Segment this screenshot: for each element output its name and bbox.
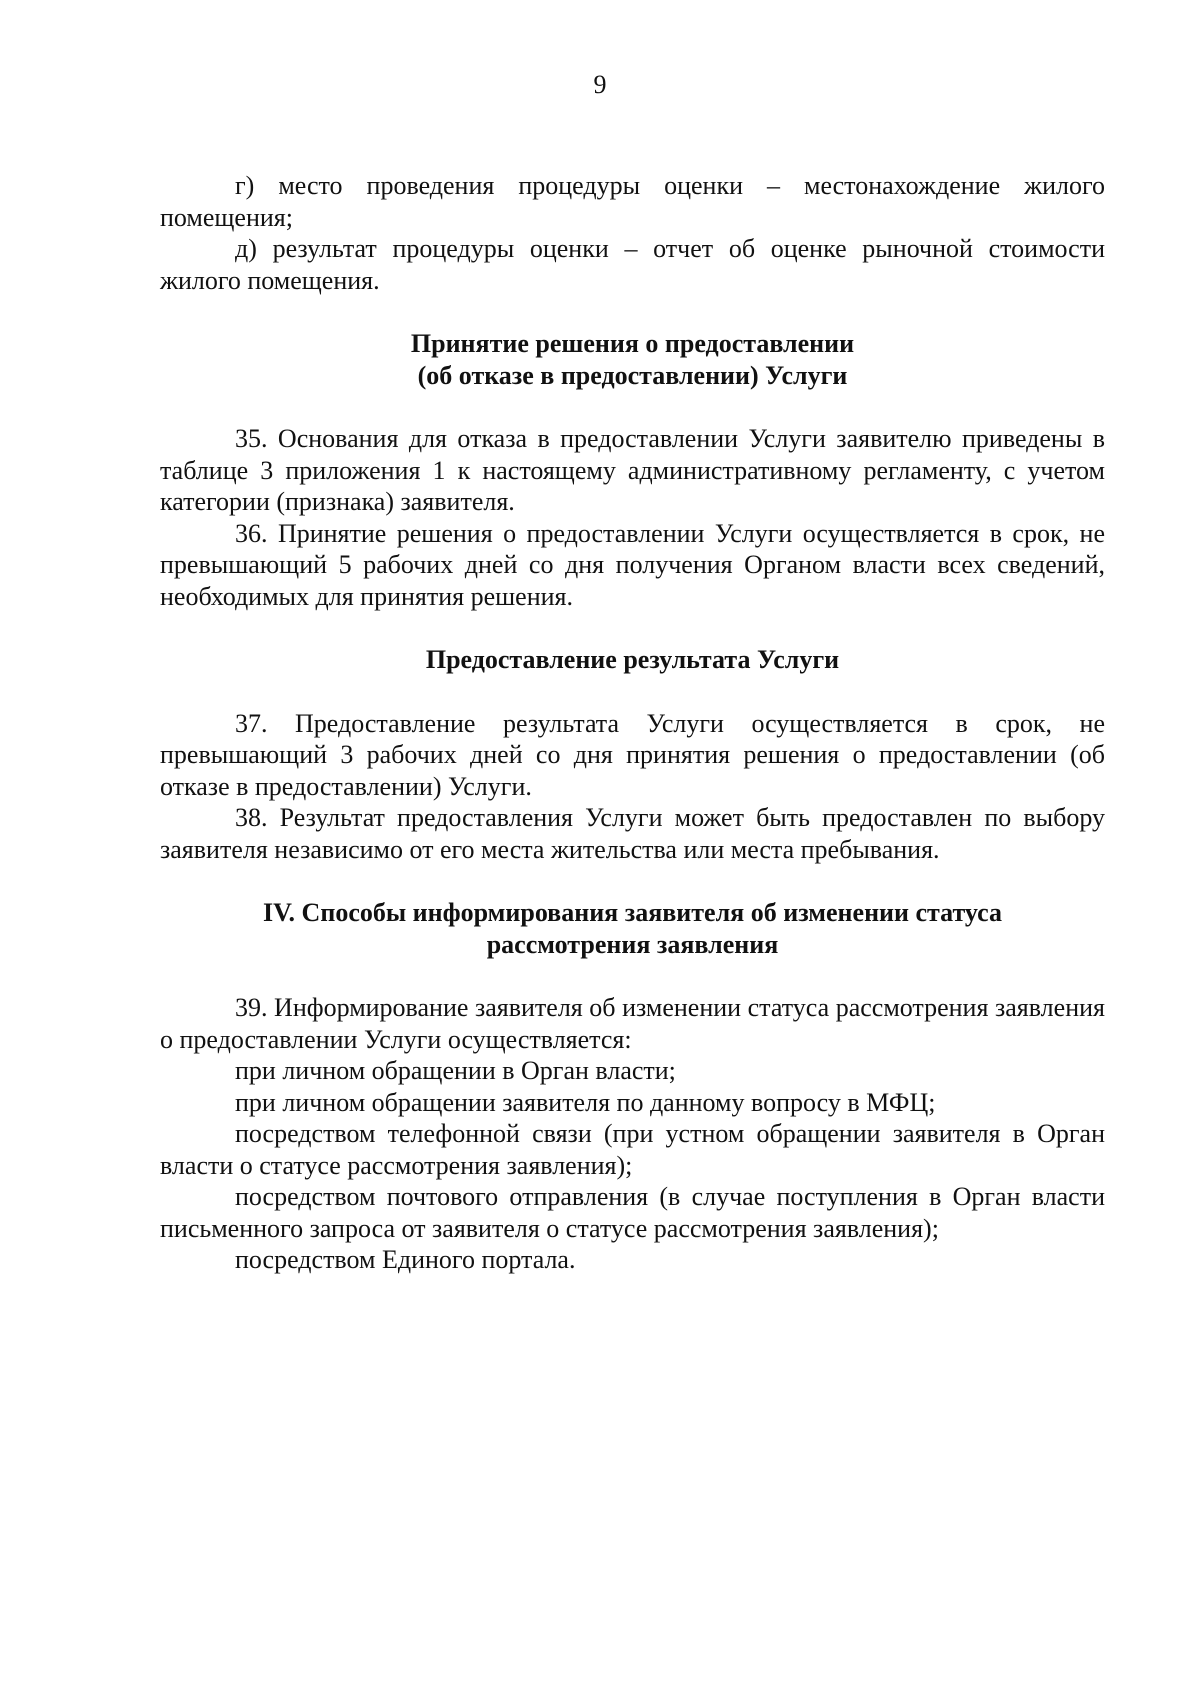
heading-result-provision-line1: Предоставление результата Услуги	[425, 645, 840, 674]
document-body	[160, 170, 1105, 1276]
heading-section-iv-line1: IV. Способы информирования заявителя об изменении статуса	[263, 898, 1002, 927]
heading-section-iv-line2: рассмотрения заявления	[486, 929, 779, 959]
list-item-phone: посредством телефонной связи (при устном обращении заявителя в Орган власти о статусе рассмотрения заявления);	[160, 1119, 1105, 1180]
list-item-personal-visit: при личном обращении в Орган власти;	[235, 1056, 676, 1085]
paragraph-assessment-result: д) результат процедуры оценки – отчет об оценке рыночной стоимости жилого помещения.	[160, 234, 1105, 295]
paragraph-35: 35. Основания для отказа в предоставлении Услуги заявителю приведены в таблице 3 приложения 1 к настоящему административному регламенту, с учетом категории (признака) заявителя.	[160, 424, 1105, 516]
paragraph-38: 38. Результат предоставления Услуги может быть предоставлен по выбору заявителя независимо от его места жительства или места пребывания.	[160, 803, 1105, 864]
page-number: 9	[593, 70, 607, 99]
list-item-portal: посредством Единого портала.	[235, 1245, 576, 1274]
heading-decision	[160, 328, 1105, 391]
heading-decision-line1: Принятие решения о предоставлении	[410, 329, 855, 358]
list-item-mfc-visit: при личном обращении заявителя по данному вопросу в МФЦ;	[235, 1087, 936, 1117]
heading-section-iv	[160, 897, 1105, 960]
paragraph-assessment-place: г) место проведения процедуры оценки – местонахождение жилого помещения;	[160, 171, 1105, 232]
paragraph-36: 36. Принятие решения о предоставлении Услуги осуществляется в срок, не превышающий 5 рабочих дней со дня получения Органом власти всех сведений, необходимых для принятия решения.	[160, 518, 1105, 611]
list-item-mail: посредством почтового отправления (в случае поступления в Орган власти письменного запроса от заявителя о статусе рассмотрения заявления);	[160, 1182, 1105, 1243]
heading-decision-line2: (об отказе в предоставлении) Услуги	[417, 360, 848, 390]
heading-result-provision	[160, 644, 1105, 676]
paragraph-39: 39. Информирование заявителя об изменении статуса рассмотрения заявления о предоставлении Услуги осуществляется:	[160, 993, 1105, 1054]
paragraph-37: 37. Предоставление результата Услуги осуществляется в срок, не превышающий 3 рабочих дней со дня принятия решения о предоставлении (об отказе в предоставлении) Услуги.	[160, 708, 1105, 801]
